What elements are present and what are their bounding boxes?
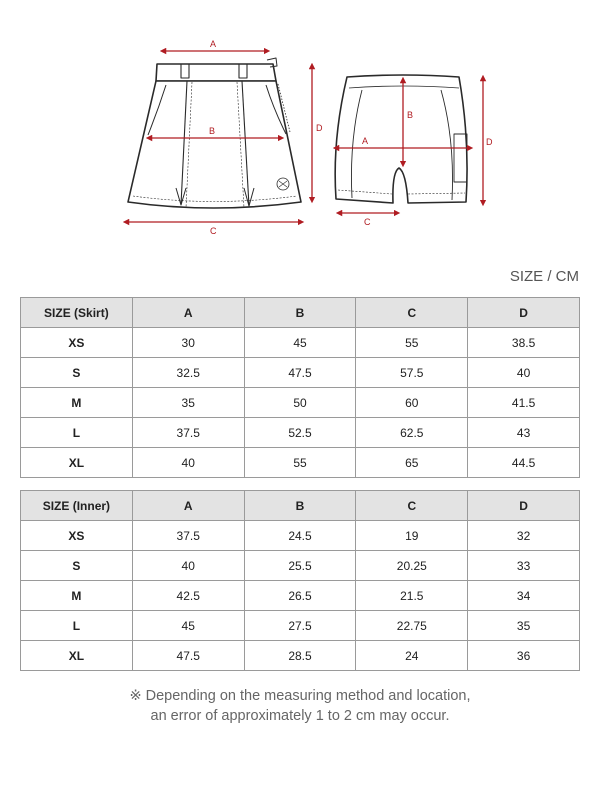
value-cell: 57.5 <box>356 358 468 388</box>
size-cell: XL <box>21 641 133 671</box>
inner-label-b: B <box>407 110 414 120</box>
value-cell: 33 <box>468 551 580 581</box>
value-cell: 24 <box>356 641 468 671</box>
table-row <box>21 521 580 551</box>
table-header-row <box>21 491 580 521</box>
value-cell: 40 <box>132 448 244 478</box>
value-cell: 35 <box>468 611 580 641</box>
measurement-note <box>0 686 600 726</box>
skirt-label-c: C <box>210 226 217 236</box>
value-cell: 25.5 <box>244 551 356 581</box>
value-cell: 32 <box>468 521 580 551</box>
header-cell: SIZE (Inner) <box>21 491 133 521</box>
value-cell: 65 <box>356 448 468 478</box>
table-row <box>21 418 580 448</box>
size-cell: S <box>21 358 133 388</box>
value-cell: 40 <box>132 551 244 581</box>
value-cell: 45 <box>244 328 356 358</box>
value-cell: 21.5 <box>356 581 468 611</box>
value-cell: 60 <box>356 388 468 418</box>
size-cell: M <box>21 581 133 611</box>
skirt-label-a: A <box>210 39 217 49</box>
garment-diagram <box>0 0 600 250</box>
size-cell: M <box>21 388 133 418</box>
value-cell: 28.5 <box>244 641 356 671</box>
table-row <box>21 611 580 641</box>
size-cell: L <box>21 611 133 641</box>
size-cell: XL <box>21 448 133 478</box>
header-cell: C <box>356 298 468 328</box>
value-cell: 41.5 <box>468 388 580 418</box>
value-cell: 42.5 <box>132 581 244 611</box>
value-cell: 22.75 <box>356 611 468 641</box>
note-line-2: an error of approximately 1 to 2 cm may occur. <box>150 708 450 724</box>
table-row <box>21 641 580 671</box>
table-row <box>21 328 580 358</box>
header-cell: B <box>244 491 356 521</box>
skirt-label-d: D <box>316 123 323 133</box>
value-cell: 55 <box>244 448 356 478</box>
size-cell: XS <box>21 521 133 551</box>
header-cell: D <box>468 491 580 521</box>
inner-illustration <box>335 75 467 203</box>
value-cell: 35 <box>132 388 244 418</box>
header-cell: B <box>244 298 356 328</box>
value-cell: 38.5 <box>468 328 580 358</box>
size-cell: S <box>21 551 133 581</box>
value-cell: 47.5 <box>132 641 244 671</box>
value-cell: 62.5 <box>356 418 468 448</box>
value-cell: 55 <box>356 328 468 358</box>
value-cell: 37.5 <box>132 418 244 448</box>
inner-label-a: A <box>362 136 369 146</box>
inner-label-d: D <box>486 137 493 147</box>
header-cell: C <box>356 491 468 521</box>
value-cell: 50 <box>244 388 356 418</box>
value-cell: 32.5 <box>132 358 244 388</box>
table-row <box>21 448 580 478</box>
table-row <box>21 551 580 581</box>
value-cell: 44.5 <box>468 448 580 478</box>
header-cell: A <box>132 491 244 521</box>
value-cell: 26.5 <box>244 581 356 611</box>
value-cell: 45 <box>132 611 244 641</box>
size-cell: XS <box>21 328 133 358</box>
value-cell: 40 <box>468 358 580 388</box>
skirt-size-table <box>20 297 580 478</box>
value-cell: 43 <box>468 418 580 448</box>
value-cell: 52.5 <box>244 418 356 448</box>
header-cell: A <box>132 298 244 328</box>
value-cell: 30 <box>132 328 244 358</box>
table-row <box>21 388 580 418</box>
skirt-label-b: B <box>209 126 216 136</box>
value-cell: 24.5 <box>244 521 356 551</box>
note-line-1: ※ Depending on the measuring method and location, <box>129 688 471 704</box>
value-cell: 27.5 <box>244 611 356 641</box>
header-cell: SIZE (Skirt) <box>21 298 133 328</box>
value-cell: 19 <box>356 521 468 551</box>
value-cell: 36 <box>468 641 580 671</box>
value-cell: 47.5 <box>244 358 356 388</box>
value-cell: 37.5 <box>132 521 244 551</box>
size-cell: L <box>21 418 133 448</box>
inner-size-table <box>20 490 580 671</box>
inner-label-c: C <box>364 217 371 227</box>
table-header-row <box>21 298 580 328</box>
value-cell: 34 <box>468 581 580 611</box>
table-row <box>21 581 580 611</box>
table-row <box>21 358 580 388</box>
value-cell: 20.25 <box>356 551 468 581</box>
unit-label: SIZE / CM <box>509 268 579 285</box>
header-cell: D <box>468 298 580 328</box>
